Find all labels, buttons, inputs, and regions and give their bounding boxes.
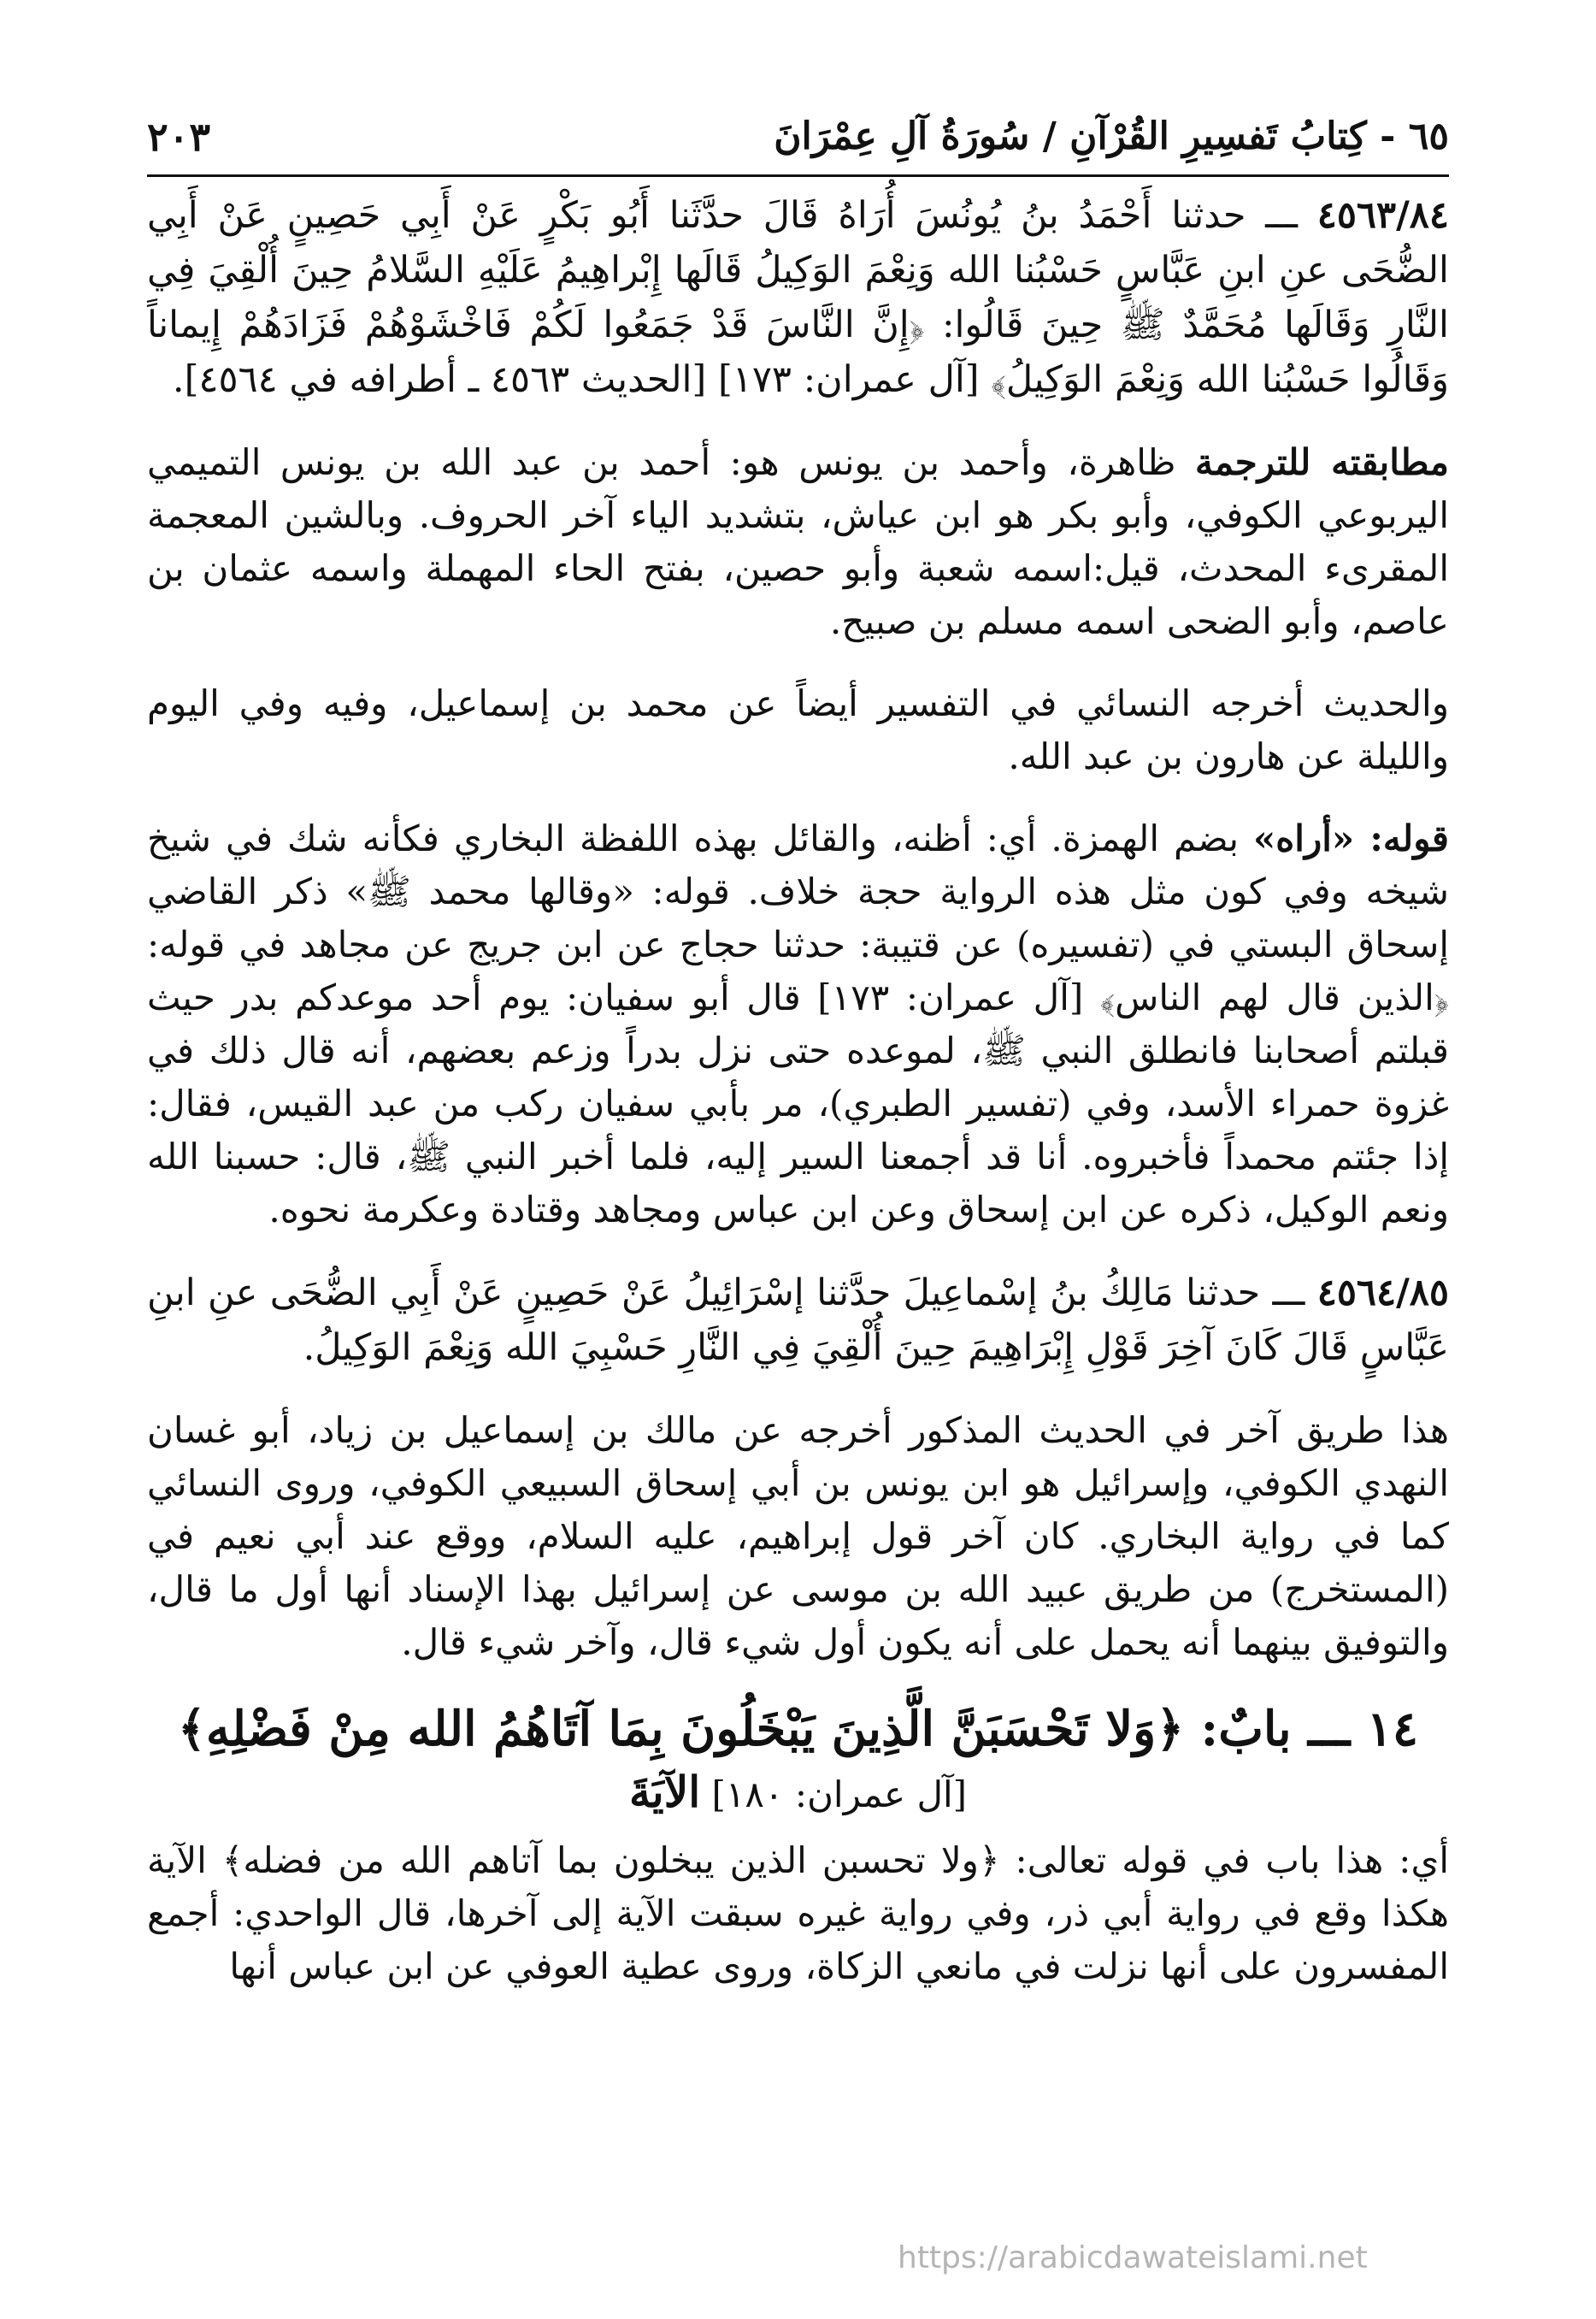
- running-header-title: ٦٥ - كِتابُ تَفسِيرِ القُرْآنِ / سُورَةُ آلِ عِمْرَانَ: [774, 115, 1449, 158]
- commentary-text: أي: هذا باب في قوله تعالى: ﴿ولا تحسبن الذين يبخلون بما آتاهم الله من فضله﴾ الآية هكذا وقع في رواية أبي ذر، وفي رواية غيره سبقت الآية إلى آخرها، قال الواحدي: أجمع المفسرون على أنها نزلت في مانعي الزكاة، وروى عطية العوفي عن ابن عباس أنها: [147, 1839, 1449, 1987]
- hadith-number: ٤٥٦٤/٨٥: [1316, 1272, 1449, 1314]
- chapter-reference: [آل عمران: ١٨٠]: [711, 1773, 968, 1815]
- commentary-lead: قوله: «أراه»: [1253, 817, 1449, 859]
- hadith-4564: [147, 1266, 1449, 1375]
- chapter-verse-word: الآيَةَ: [628, 1767, 701, 1817]
- page-body: [147, 188, 1449, 2022]
- commentary-text: بضم الهمزة. أي: أظنه، والقائل بهذه اللفظة البخاري فكأنه شك في شيخ شيخه وفي كون مثل هذه الرواية حجة خلاف. قوله: «وقالها محمد ﷺ» ذكر القاضي إسحاق البستي في (تفسيره) عن قتيبة: حدثنا حجاج عن ابن جريج عن مجاهد في قوله: ﴿الذين قال لهم الناس﴾ [آل عمران: ١٧٣] قال أبو سفيان: يوم أحد موعدكم بدر حيث قبلتم أصحابنا فانطلق النبي ﷺ، لموعده حتى نزل بدراً وزعم بعضهم، أنه قال ذلك في غزوة حمراء الأسد، وفي (تفسير الطبري)، مر بأبي سفيان ركب من عبد القيس، فقال: إذا جئتم محمداً فأخبروه. أنا قد أجمعنا السير إليه، فلما أخبر النبي ﷺ، قال: حسبنا الله ونعم الوكيل، ذكره عن ابن إسحاق وعن ابن عباس ومجاهد وقتادة وعكرمة نحوه.: [147, 817, 1450, 1230]
- commentary-paragraph: [147, 1404, 1449, 1669]
- chapter-subheading: [147, 1765, 1449, 1822]
- hadith-4563: [147, 188, 1449, 407]
- hadith-text: ـــ حدثنا مَالِكُ بنُ إسْماعِيلَ حدَّثنا إسْرَائِيلُ عَنْ حَصِينٍ عَنْ أَبِي الضُّحَى عنِ ابنِ عَبَّاسٍ قَالَ كَانَ آخِرَ قَوْلِ إِبْرَاهِيمَ حِينَ أُلْقِيَ فِي النَّارِ حَسْبِيَ الله وَنِعْمَ الوَكِيلُ.: [147, 1272, 1449, 1369]
- commentary-text: والحديث أخرجه النسائي في التفسير أيضاً عن محمد بن إسماعيل، وفيه وفي اليوم والليلة عن هارون بن عبد الله.: [147, 682, 1449, 777]
- commentary-lead: مطابقته للترجمة: [1195, 441, 1449, 483]
- commentary-text: ظاهرة، وأحمد بن يونس هو: أحمد بن عبد الله بن يونس التميمي اليربوعي الكوفي، وأبو بكر هو ابن عياش، بتشديد الياء آخر الحروف. وبالشين المعجمة المقرىء المحدث، قيل:اسمه شعبة وأبو حصين، بفتح الحاء المهملة واسمه عثمان بن عاصم، وأبو الضحى اسمه مسلم بن صبيح.: [147, 441, 1449, 642]
- watermark-url: https://arabicdawateislami.net: [898, 2240, 1368, 2275]
- commentary-paragraph: [147, 436, 1449, 648]
- hadith-text: ـــ حدثنا أَحْمَدُ بنُ يُونُسَ أُرَاهُ قَالَ حدَّثَنا أَبُو بَكْرٍ عَنْ أَبِي حَصِينٍ عَنْ أَبِي الضُّحَى عنِ ابنِ عَبَّاسٍ حَسْبُنا الله وَنِعْمَ الوَكِيلُ قَالَها إِبْراهِيمُ عَلَيْهِ السَّلامُ حِينَ أُلْقِيَ فِي النَّارِ وَقَالَها مُحَمَّدٌ ﷺ حِينَ قَالُوا: ﴿إِنَّ النَّاسَ قَدْ جَمَعُوا لَكُمْ فَاخْشَوْهُمْ فَزَادَهُمْ إِيماناً وَقَالُوا حَسْبُنا الله وَنِعْمَ الوَكِيلُ﴾ [آل عمران: ١٧٣] [الحديث ٤٥٦٣ ـ أطرافه في ٤٥٦٤].: [147, 194, 1449, 401]
- page-number: ٢٠٣: [147, 114, 211, 160]
- commentary-paragraph: [147, 677, 1449, 783]
- commentary-paragraph: [147, 1834, 1449, 1993]
- chapter-heading: ١٤ ـــ بابٌ: ﴿وَلا تَحْسَبَنَّ الَّذِينَ يَبْخَلُونَ بِمَا آتَاهُمُ الله مِنْ فَضْلِهِ﴾: [178, 1701, 1418, 1757]
- commentary-text: هذا طريق آخر في الحديث المذكور أخرجه عن مالك بن إسماعيل بن زياد، أبو غسان النهدي الكوفي، وإسرائيل هو ابن يونس بن أبي إسحاق السبيعي الكوفي، وروى النسائي كما في رواية البخاري. كان آخر قول إبراهيم، عليه السلام، ووقع عند أبي نعيم في (المستخرج) من طريق عبيد الله بن موسى عن إسرائيل بهذا الإسناد أنها أول ما قال، والتوفيق بينهما أنه يحمل على أنه يكون أول شيء قال، وآخر شيء قال.: [147, 1409, 1449, 1663]
- hadith-number: ٤٥٦٣/٨٤: [1316, 194, 1449, 237]
- running-header: [147, 103, 1449, 177]
- commentary-paragraph: [147, 812, 1449, 1236]
